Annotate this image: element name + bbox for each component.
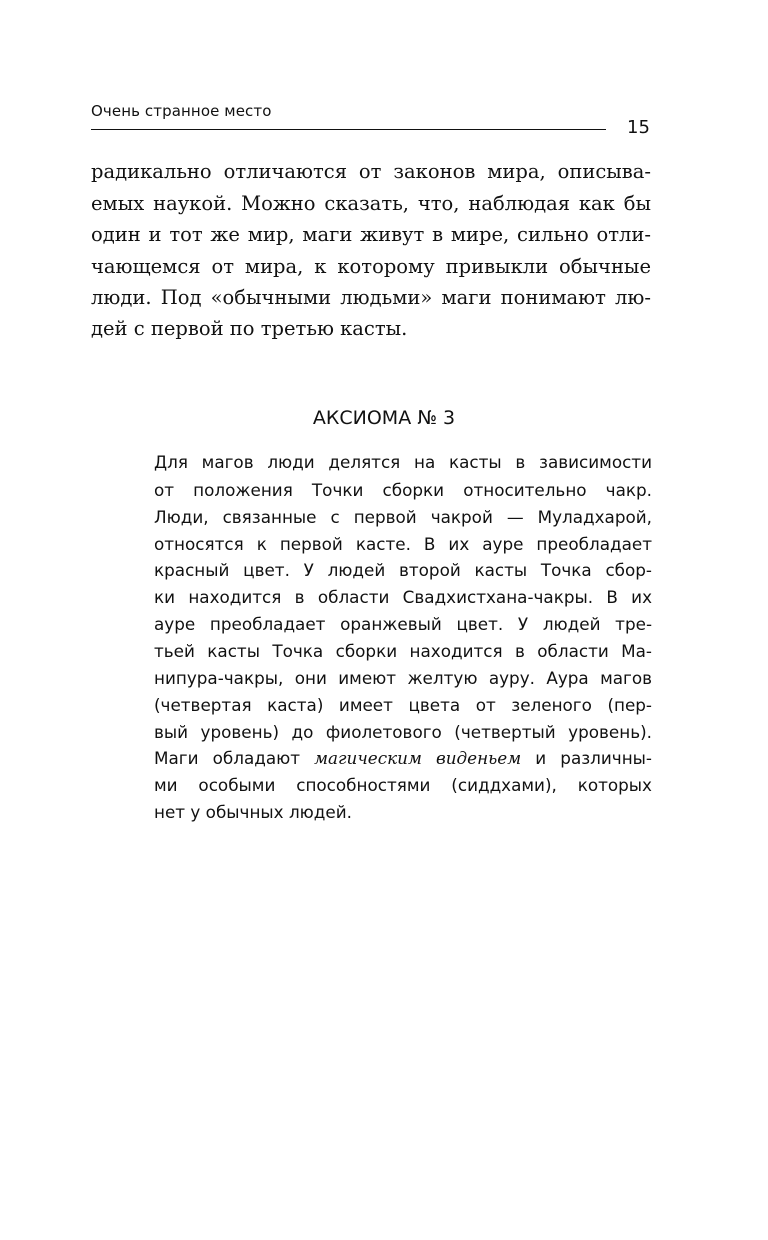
body-line: люди. Под «обычными людьми» маги понимают лю- — [91, 286, 651, 309]
axiom-line: от положения Точки сборки относительно чакр. — [154, 480, 652, 500]
axiom-line: тьей касты Точка сборки находится в области Ма- — [154, 641, 652, 661]
axiom-line: нет у обычных людей. — [154, 802, 352, 822]
body-line: чающемся от мира, к которому привыкли обычные — [91, 255, 651, 278]
body-line: дей с первой по третью касты. — [91, 317, 408, 340]
axiom-text: и различны- — [535, 748, 652, 768]
axiom-line: ауре преобладает оранжевый цвет. У людей тре- — [154, 614, 652, 634]
italic-emphasis: магическим виденьем — [314, 748, 522, 768]
body-line: один и тот же мир, маги живут в мире, сильно отли- — [91, 223, 651, 246]
page-number: 15 — [627, 117, 650, 138]
header-rule — [91, 129, 606, 130]
axiom-heading: АКСИОМА № 3 — [312, 407, 456, 429]
axiom-line: Люди, связанные с первой чакрой — Муладхарой, — [154, 507, 652, 527]
axiom-line: вый уровень) до фиолетового (четвертый уровень). — [154, 722, 652, 742]
axiom-line: Для магов люди делятся на касты в зависимости — [154, 452, 652, 472]
axiom-text: Маги обладают — [154, 748, 301, 768]
axiom-line-with-emphasis — [154, 745, 652, 771]
axiom-line: относятся к первой касте. В их ауре преобладает — [154, 534, 652, 554]
axiom-line: ми особыми способностями (сиддхами), которых — [154, 775, 652, 795]
body-line: емых наукой. Можно сказать, что, наблюдая как бы — [91, 192, 651, 215]
axiom-line: (четвертая каста) имеет цвета от зеленого (пер- — [154, 695, 652, 715]
body-line: радикально отличаются от законов мира, описыва- — [91, 160, 651, 183]
axiom-line: нипура-чакры, они имеют желтую ауру. Аура магов — [154, 668, 652, 688]
axiom-line: ки находится в области Свадхистхана-чакры. В их — [154, 587, 652, 607]
running-title: Очень странное место — [91, 102, 272, 120]
axiom-line: красный цвет. У людей второй касты Точка сбор- — [154, 560, 652, 580]
